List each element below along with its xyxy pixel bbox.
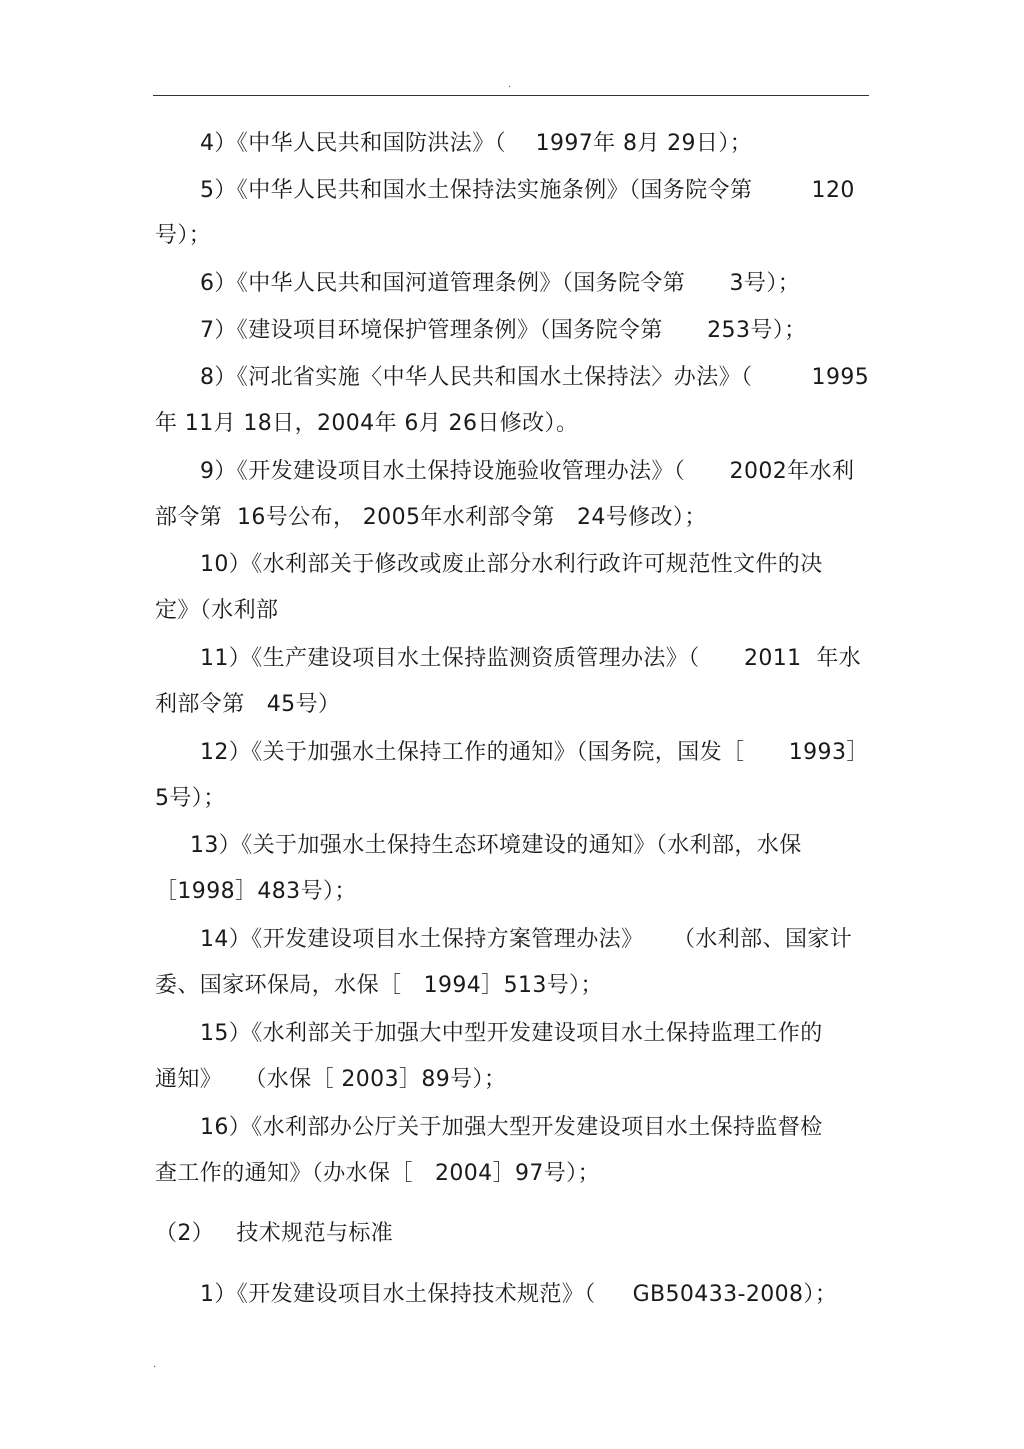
item-14: 14）《开发建设项目水土保持方案管理办法》 （水利部、国家计 [200,927,853,952]
item-15: 15）《水利部关于加强大中型开发建设项目水土保持监理工作的 [200,1021,823,1046]
item-6: 6）《中华人民共和国河道管理条例》（国务院令第 3号）； [200,271,801,296]
item-9-cont: 部令第 16号公布， 2005年水利部令第 24号修改）； [155,505,707,530]
section-heading: （2） 技术规范与标准 [155,1221,394,1246]
header-mark: . [508,79,512,90]
item-15-cont: 通知》 （水保［ 2003］89号）； [155,1067,507,1092]
item-11: 11）《生产建设项目水土保持监测资质管理办法》（ 2011 年水 [200,646,862,671]
item-8-cont: 年 11月 18日，2004年 6月 26日修改）。 [155,411,579,436]
item-12-cont: 5号）； [155,786,226,811]
item-5-cont: 号）； [155,223,212,248]
item-8: 8）《河北省实施〈中华人民共和国水土保持法〉办法》（ 1995 [200,365,870,390]
item-12: 12）《关于加强水土保持工作的通知》（国务院，国发［ 1993］ [200,740,869,765]
header-rule [153,95,869,96]
item-13-cont: ［1998］483号）； [155,879,357,904]
item-7: 7）《建设项目环境保护管理条例》（国务院令第 253号）； [200,318,807,343]
item-13: 13）《关于加强水土保持生态环境建设的通知》（水利部，水保 [190,833,802,858]
item-14-cont: 委、国家环保局，水保［ 1994］513号）； [155,973,603,998]
item-5: 5）《中华人民共和国水土保持法实施条例》（国务院令第 120 [200,178,855,203]
item-10-cont: 定》（水利部 [155,598,279,623]
item-10: 10）《水利部关于修改或废止部分水利行政许可规范性文件的决 [200,552,823,577]
item-11-cont: 利部令第 45号） [155,692,341,717]
item-9: 9）《开发建设项目水土保持设施验收管理办法》（ 2002年水利 [200,459,855,484]
standard-item-1: 1）《开发建设项目水土保持技术规范》（ GB50433-2008）； [200,1282,838,1307]
item-16-cont: 查工作的通知》（办水保［ 2004］97号）； [155,1161,600,1186]
footer-mark: . [153,1359,157,1370]
item-16: 16）《水利部办公厅关于加强大型开发建设项目水土保持监督检 [200,1115,823,1140]
item-4: 4）《中华人民共和国防洪法》（ 1997年 8月 29日）； [200,131,753,156]
